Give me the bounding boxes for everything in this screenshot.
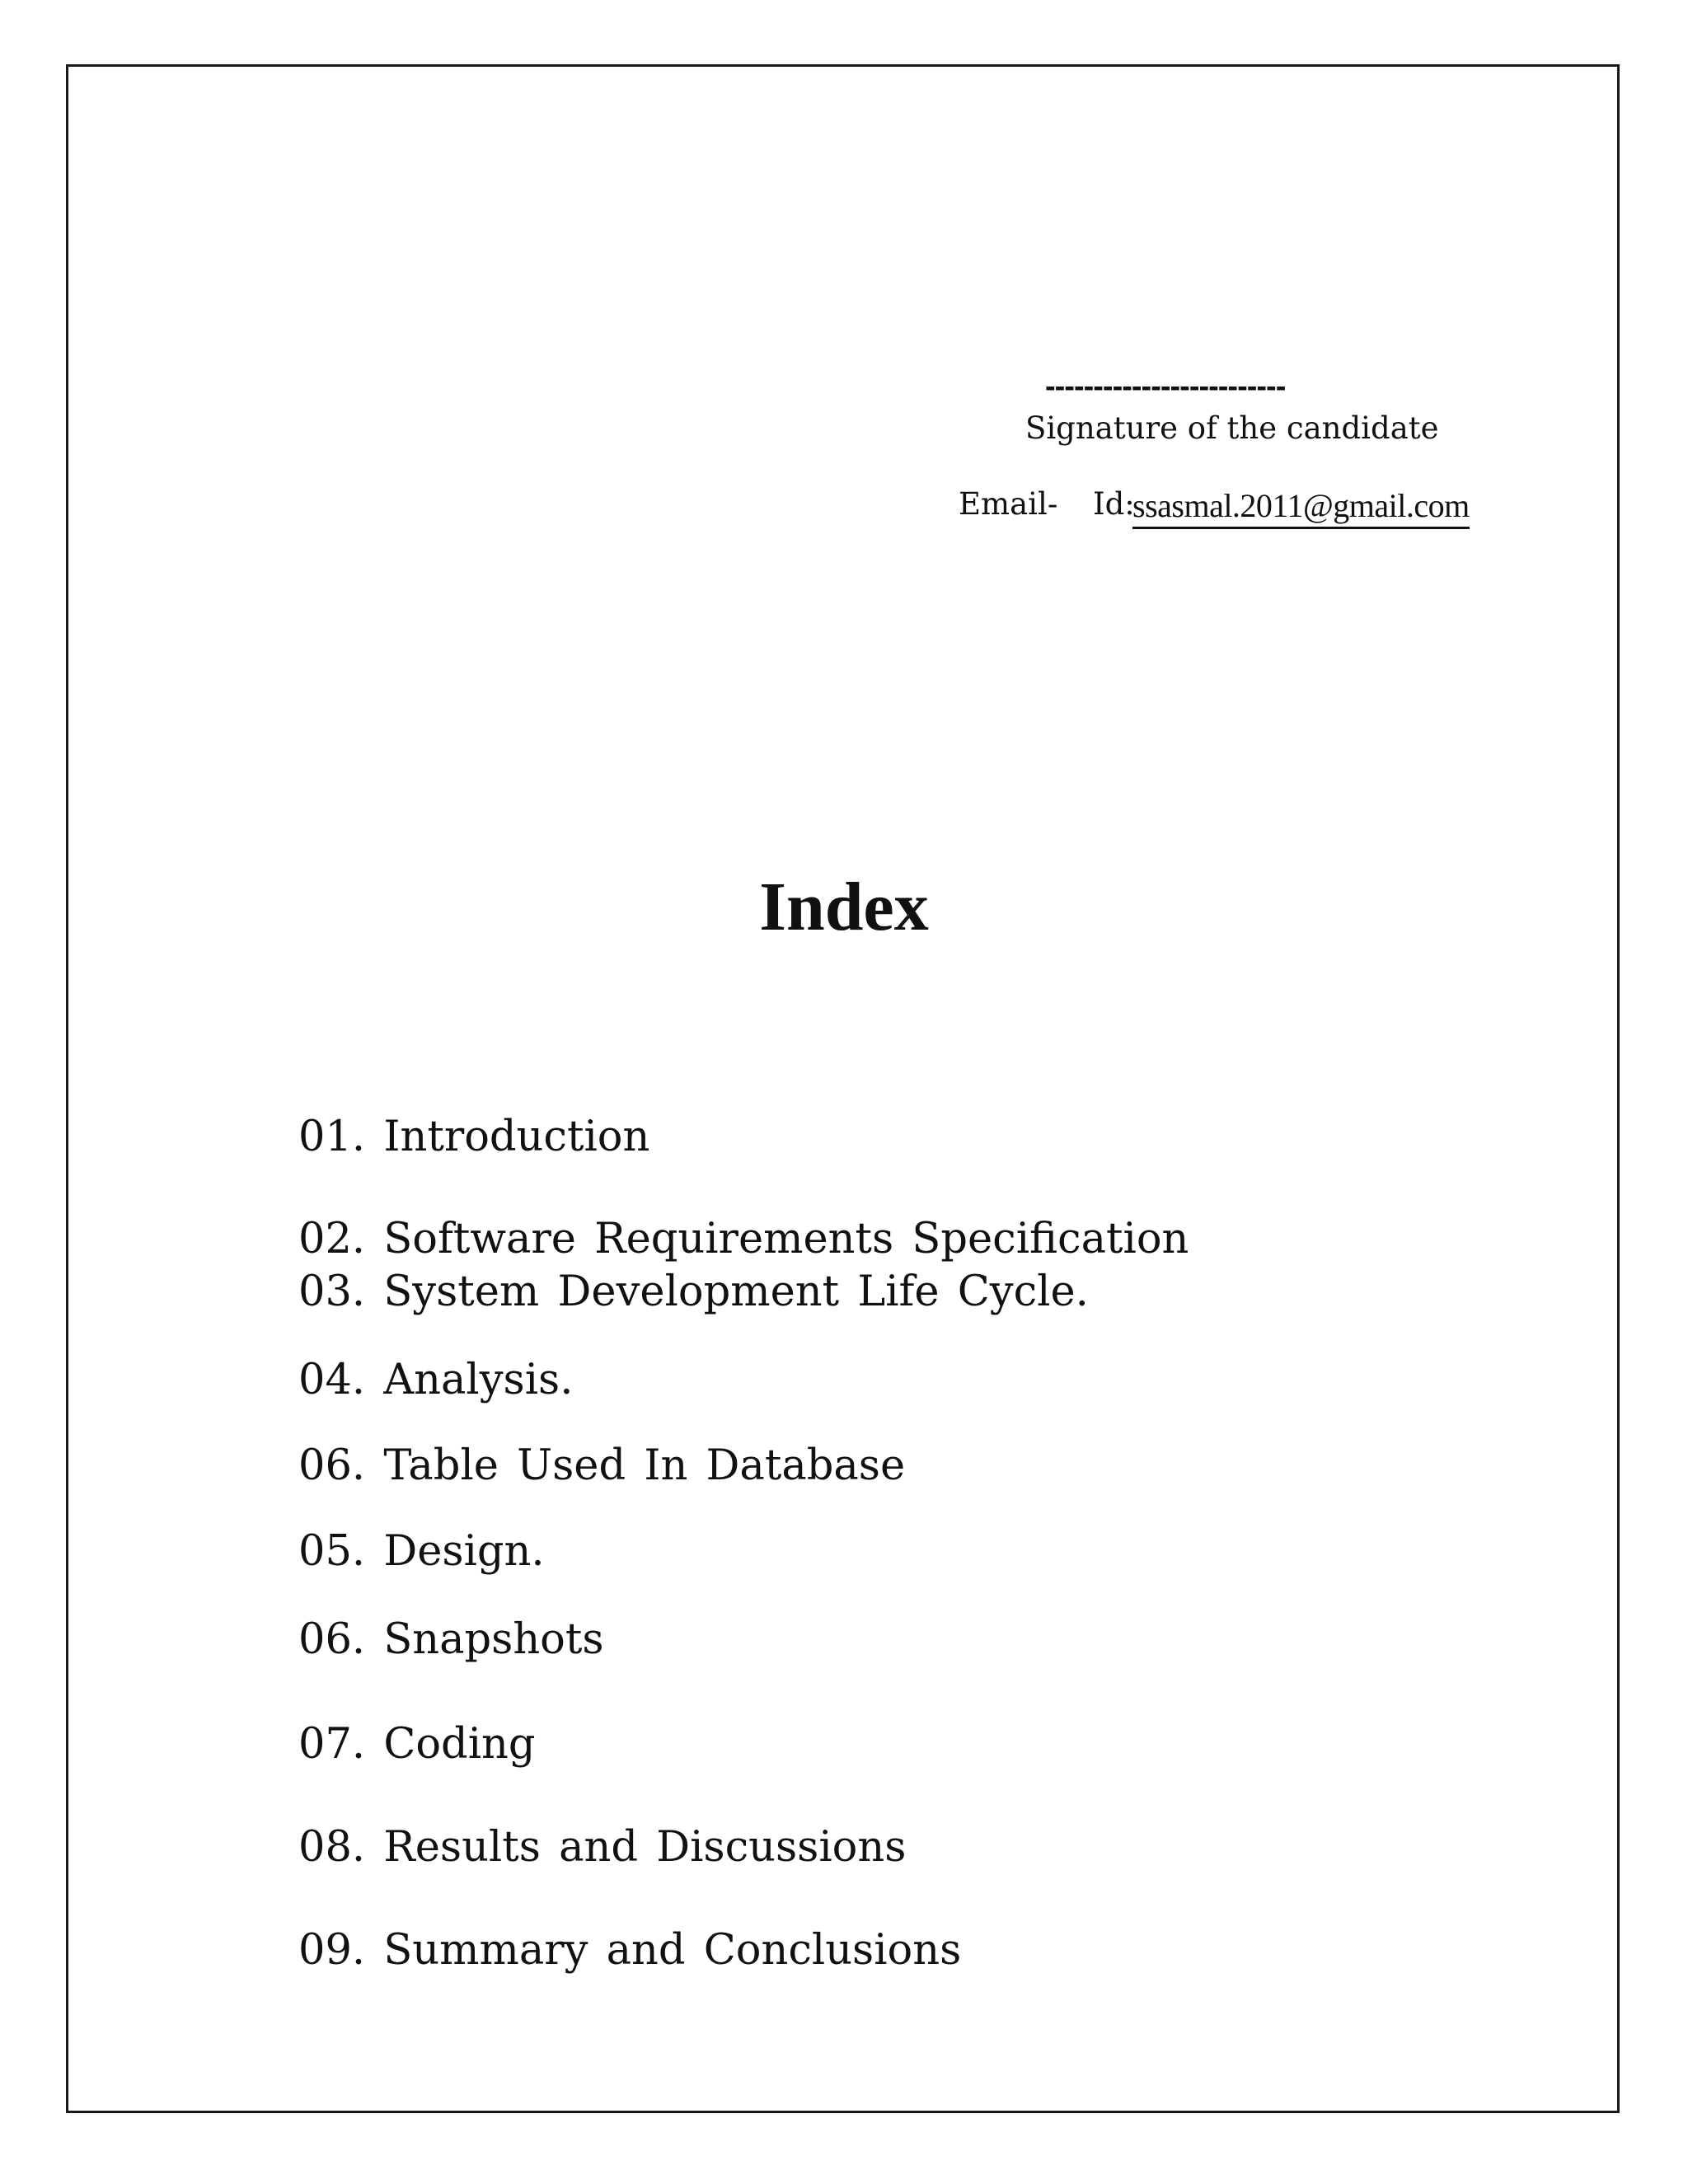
toc-text: Analysis.: [383, 1356, 574, 1404]
email-address: ssasmal.2011@gmail.com: [1132, 486, 1470, 529]
toc-text: Snapshots: [383, 1615, 604, 1664]
toc-item-coding: [298, 1720, 536, 1769]
toc-text: System Development Life Cycle.: [383, 1268, 1089, 1316]
email-label: Email-: [959, 486, 1058, 522]
toc-text: Coding: [383, 1720, 536, 1769]
toc-number: 07.: [298, 1720, 366, 1769]
toc-number: 03.: [298, 1268, 366, 1316]
toc-number: 04.: [298, 1356, 366, 1404]
toc-item-design: [298, 1527, 545, 1576]
page-title: Index: [759, 869, 929, 945]
toc-number: 06.: [298, 1615, 366, 1664]
toc-number: 09.: [298, 1926, 366, 1975]
signature-line: -------------------------: [1045, 369, 1286, 404]
toc-item-analysis: [298, 1356, 573, 1404]
toc-text: Results and Discussions: [383, 1823, 907, 1872]
toc-number: 08.: [298, 1823, 366, 1872]
toc-number: 05.: [298, 1527, 366, 1576]
signature-caption: Signature of the candidate: [1025, 410, 1439, 446]
toc-item-tables: [298, 1441, 905, 1490]
toc-item-srs: [298, 1215, 1189, 1263]
toc-number: 01.: [298, 1113, 366, 1161]
toc-item-introduction: [298, 1113, 649, 1161]
toc-item-snapshots: [298, 1615, 604, 1664]
email-id-label: Id:: [1093, 486, 1135, 522]
toc-number: 02.: [298, 1215, 366, 1263]
toc-text: Summary and Conclusions: [383, 1926, 962, 1975]
toc-text: Design.: [383, 1527, 545, 1576]
page-border: [66, 64, 1620, 2113]
toc-number: 06.: [298, 1441, 366, 1490]
toc-item-sdlc: [298, 1268, 1089, 1316]
toc-text: Software Requirements Specification: [383, 1215, 1189, 1263]
toc-item-summary: [298, 1926, 961, 1975]
toc-text: Table Used In Database: [383, 1441, 906, 1490]
toc-text: Introduction: [383, 1113, 650, 1161]
toc-item-results: [298, 1823, 906, 1872]
